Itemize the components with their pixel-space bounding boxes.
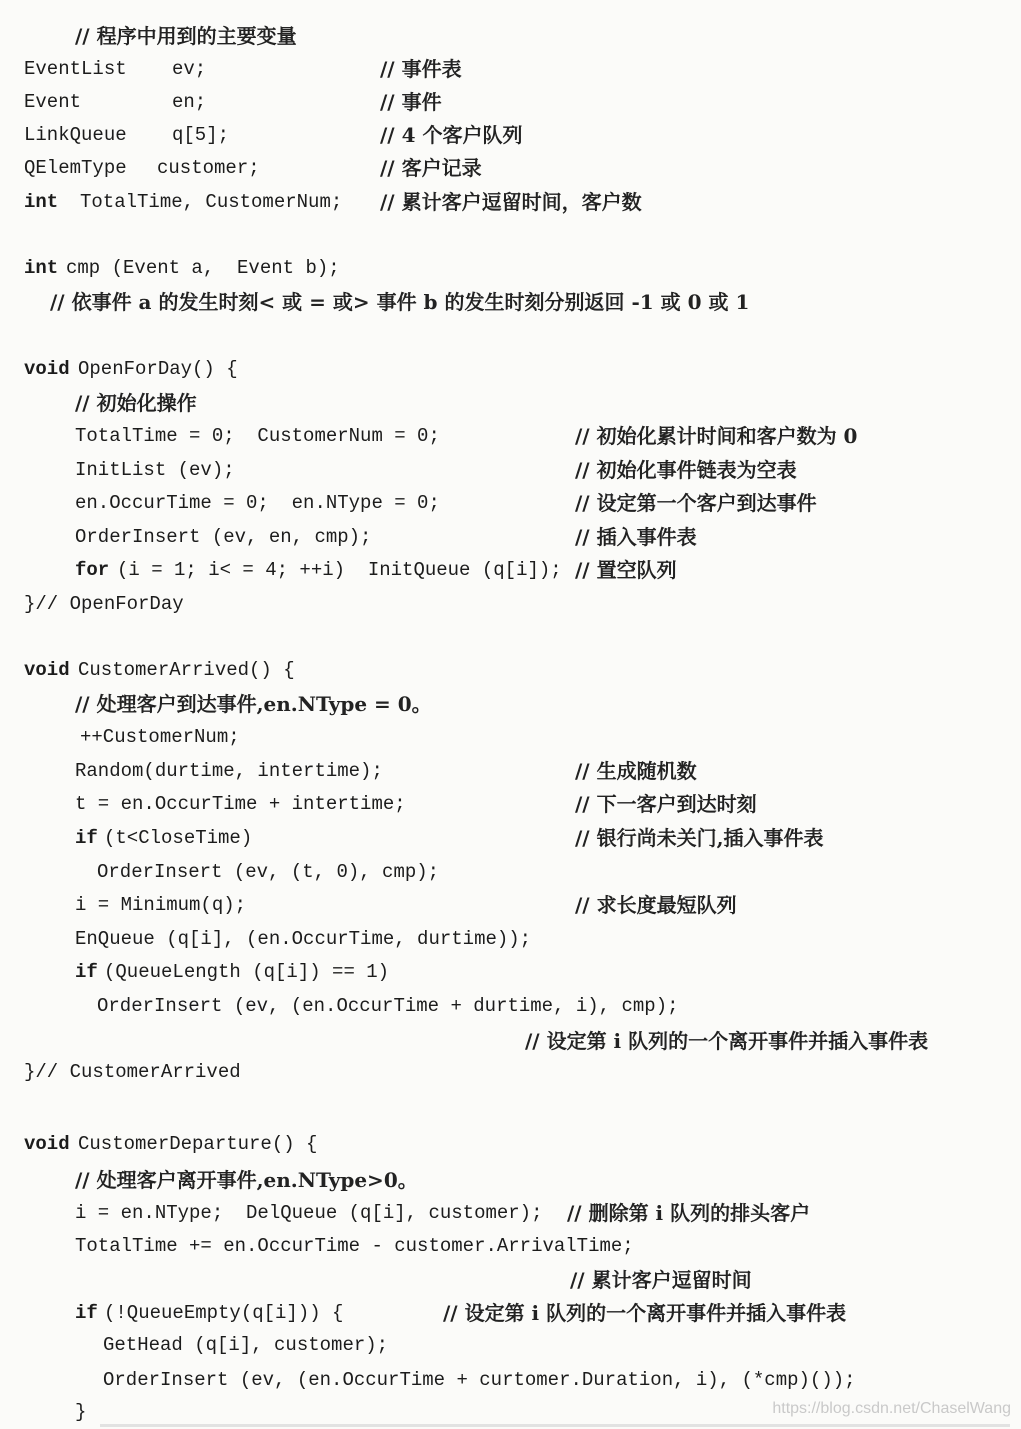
var-type: QElemType: [24, 157, 127, 179]
keyword-if: if: [75, 827, 98, 849]
comment: // 事件: [380, 90, 442, 114]
comment: // 初始化事件链表为空表: [575, 458, 797, 482]
code-line: i = en.NType; DelQueue (q[i], customer);: [75, 1202, 543, 1224]
code-line: InitList (ev);: [75, 459, 235, 481]
code-line: OrderInsert (ev, (t, 0), cmp);: [97, 861, 440, 883]
code-line: GetHead (q[i], customer);: [103, 1334, 389, 1356]
function-end: }// OpenForDay: [24, 593, 184, 615]
code-line: t = en.OccurTime + intertime;: [75, 793, 406, 815]
var-name: en;: [172, 91, 207, 113]
comment: // 处理客户离开事件,en.NType>0。: [75, 1168, 418, 1192]
function-end: }// CustomerArrived: [24, 1061, 241, 1083]
code-line: EnQueue (q[i], (en.OccurTime, durtime));: [75, 928, 532, 950]
function-signature: CustomerDeparture() {: [78, 1133, 318, 1155]
var-name: q[5];: [172, 124, 230, 146]
comment: // 银行尚未关门,插入事件表: [575, 826, 824, 850]
code-line: OrderInsert (ev, en, cmp);: [75, 526, 372, 548]
comment: // 生成随机数: [575, 759, 697, 783]
keyword-if: if: [75, 1302, 98, 1324]
code-line: TotalTime += en.OccurTime - customer.ArrivalTime;: [75, 1235, 634, 1257]
keyword-void: void: [24, 659, 70, 681]
comment: // 事件表: [380, 57, 462, 81]
keyword-int: int: [24, 257, 59, 279]
divider: [100, 1424, 1010, 1427]
code-line: OrderInsert (ev, (en.OccurTime + durtime, i), cmp);: [97, 995, 679, 1017]
var-type: LinkQueue: [24, 124, 127, 146]
comment: // 设定第 i 队列的一个离开事件并插入事件表: [525, 1029, 929, 1053]
code-line: en.OccurTime = 0; en.NType = 0;: [75, 492, 440, 514]
keyword-for: for: [75, 559, 110, 581]
watermark: https://blog.csdn.net/ChaselWang: [772, 1400, 1011, 1417]
keyword-void: void: [24, 358, 70, 380]
comment: // 求长度最短队列: [575, 893, 737, 917]
var-type: EventList: [24, 58, 127, 80]
code-line: (i = 1; i< = 4; ++i) InitQueue (q[i]);: [117, 559, 562, 581]
comment: // 插入事件表: [575, 525, 697, 549]
function-signature: OpenForDay() {: [78, 358, 238, 380]
comment: // 累计客户逗留时间: [570, 1268, 752, 1292]
comment: // 置空队列: [575, 558, 677, 582]
comment: // 累计客户逗留时间，客户数: [380, 190, 642, 214]
code-line: (!QueueEmpty(q[i])) {: [104, 1302, 344, 1324]
keyword-void: void: [24, 1133, 70, 1155]
comment: // 设定第 i 队列的一个离开事件并插入事件表: [443, 1301, 847, 1325]
comment: // 初始化累计时间和客户数为 0: [575, 424, 858, 448]
keyword-int: int: [24, 191, 59, 213]
comment: // 4 个客户队列: [380, 123, 523, 147]
var-name: TotalTime, CustomerNum;: [80, 191, 343, 213]
comment: // 删除第 i 队列的排头客户: [567, 1201, 811, 1225]
code-line: i = Minimum(q);: [75, 894, 247, 916]
code-line: OrderInsert (ev, (en.OccurTime + curtomer.Duration, i), (*cmp)());: [103, 1369, 856, 1391]
comment: // 下一客户到达时刻: [575, 792, 757, 816]
comment: // 初始化操作: [75, 391, 197, 415]
code-line: (t<CloseTime): [104, 827, 253, 849]
comment-variables-header: // 程序中用到的主要变量: [75, 24, 297, 48]
code-line: ++CustomerNum;: [80, 726, 240, 748]
code-line: TotalTime = 0; CustomerNum = 0;: [75, 425, 440, 447]
function-signature: CustomerArrived() {: [78, 659, 295, 681]
var-type: Event: [24, 91, 82, 113]
var-name: customer;: [157, 157, 260, 179]
keyword-if: if: [75, 961, 98, 983]
code-line: (QueueLength (q[i]) == 1): [104, 961, 390, 983]
var-name: ev;: [172, 58, 207, 80]
code-line: Random(durtime, intertime);: [75, 760, 383, 782]
cmp-signature: cmp (Event a, Event b);: [66, 257, 340, 279]
comment: // 设定第一个客户到达事件: [575, 491, 817, 515]
comment: // 处理客户到达事件,en.NType = 0。: [75, 692, 432, 716]
comment: // 依事件 a 的发生时刻< 或 = 或> 事件 b 的发生时刻分别返回 -1 或 0 或 1: [50, 290, 750, 314]
comment: // 客户记录: [380, 156, 482, 180]
closing-brace: }: [75, 1401, 87, 1423]
